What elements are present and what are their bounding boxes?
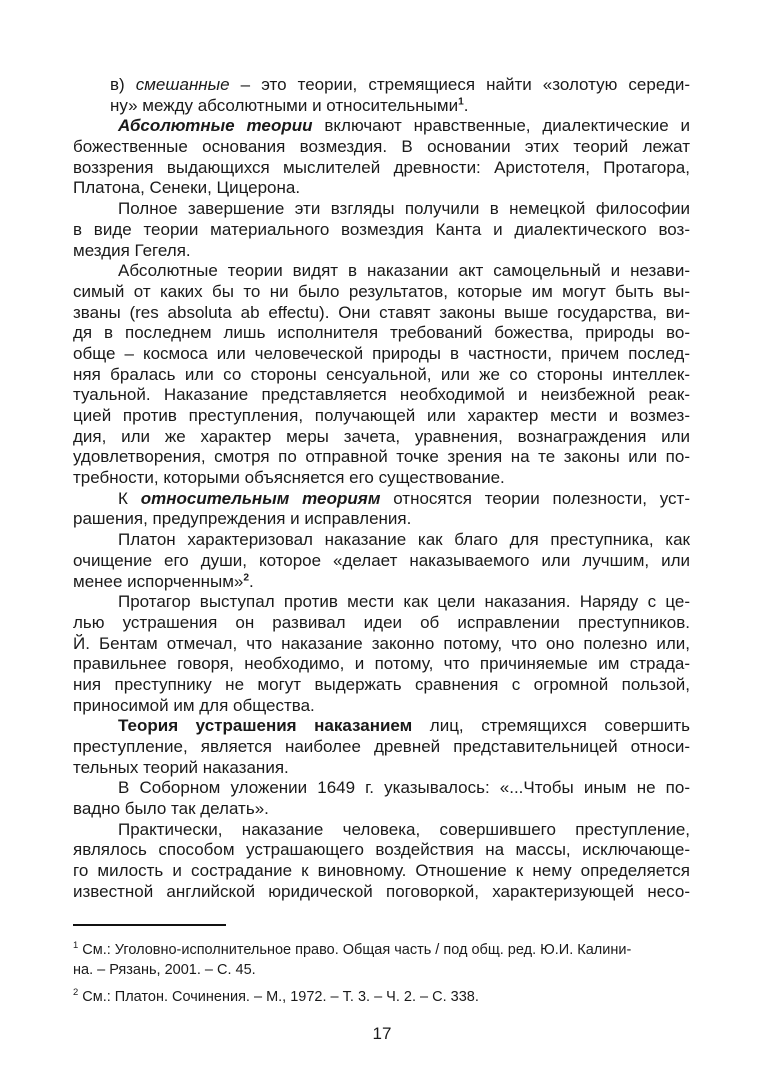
text-line: [73, 861, 690, 882]
text-line: [73, 447, 690, 468]
text-run: рашения, предупреждения и исправления.: [73, 509, 412, 529]
text-run: туальной. Наказание представляется необходимой и неизбежной реак-: [73, 385, 690, 405]
paragraph: [73, 530, 690, 592]
text-line: [73, 406, 690, 427]
text-line: [73, 987, 690, 1007]
text-line: [73, 882, 690, 903]
text-line: [73, 468, 690, 489]
text-line: [73, 385, 690, 406]
text-run: См.: Платон. Сочинения. – М., 1972. – Т. 3. – Ч. 2. – С. 338.: [78, 989, 479, 1005]
paragraph: [73, 116, 690, 199]
text-run: – это теории, стремящиеся найти «золотую середи-: [229, 75, 690, 94]
text-run: К: [118, 488, 141, 508]
text-line: [73, 116, 690, 137]
text-run: удовлетворения, смотря по отправной точке зрения на те законы или по-: [73, 447, 690, 467]
text-run: Платона, Сенеки, Цицерона.: [73, 178, 301, 198]
text-line: [73, 323, 690, 344]
text-line: [73, 592, 690, 613]
text-run: известной английской юридической поговоркой, характеризующей несо-: [73, 881, 690, 901]
text-run: в виде теории материального возмездия Канта и диалектического воз-: [73, 219, 690, 239]
text-run: го милость и сострадание к виновному. Отношение к нему определяется: [73, 861, 690, 881]
text-run: .: [463, 95, 469, 115]
text-line: [73, 572, 690, 593]
text-run: в): [110, 75, 136, 94]
footnotes: [73, 940, 690, 1014]
text-run: лиц, стремящихся совершить: [412, 716, 690, 736]
text-run: Абсолютные теории видят в наказании акт самоцельный и незави-: [118, 261, 690, 281]
text-line: [73, 489, 690, 510]
text-run: ну» между абсолютными и относительными: [110, 95, 459, 115]
text-run: требности, которыми объясняется его существование.: [73, 468, 505, 488]
footnote-separator: [73, 924, 226, 926]
text-line: [73, 696, 690, 717]
text-line: [73, 758, 690, 779]
text-run: обще – космоса или человеческой природы в частности, причем послед-: [73, 343, 690, 363]
text-line: [73, 654, 690, 675]
text-line: [73, 551, 690, 572]
text-line: [73, 675, 690, 696]
text-run: очищение его души, которое «делает наказываемого или лучшим, или: [73, 550, 690, 570]
text-line: [73, 634, 690, 655]
text-run: симый от каких бы то ни было результатов, которые им могут быть вы-: [73, 281, 690, 301]
text-line: [73, 178, 690, 199]
text-run: .: [249, 571, 254, 591]
text-run: мездия Гегеля.: [73, 240, 191, 260]
text-line: [73, 365, 690, 386]
emphasis-text: Абсолютные теории: [118, 116, 313, 136]
footnote-ref: 1: [458, 96, 464, 108]
text-run: дия, или же характер меры зачета, уравнения, вознаграждения или: [73, 426, 690, 446]
text-run: няя бралась или со стороны сенсуальной, или же со стороны интеллек-: [73, 364, 690, 384]
text-run: Полное завершение эти взгляды получили в немецкой философии: [118, 199, 690, 219]
text-run: включают нравственные, диалектические и: [312, 116, 690, 136]
text-run: правильнее говоря, необходимо, и потому, что причиняемые им страда-: [73, 654, 690, 674]
emphasis-text: Теория устрашения наказанием: [118, 716, 413, 736]
text-line: [73, 241, 690, 262]
paragraph: [73, 199, 690, 261]
page-number: 17: [372, 1024, 392, 1043]
text-run: цией против преступления, получающей или характер мести и возмез-: [73, 406, 690, 425]
text-line: [73, 261, 690, 282]
footnote: [73, 940, 690, 980]
text-line: [73, 716, 690, 737]
text-run: лью устрашения он развивал идеи об исправлении преступников.: [73, 612, 690, 632]
text-run: Практически, наказание человека, совершившего преступление,: [118, 819, 690, 839]
paragraph: [73, 716, 690, 778]
text-run: Й. Бентам отмечал, что наказание законно потому, что оно полезно или,: [73, 633, 690, 653]
text-run: вадно было так делать».: [73, 799, 269, 819]
text-run: дя в последнем лишь исполнителя требований божества, природы во-: [73, 323, 690, 343]
footnote: [73, 987, 690, 1007]
text-run: Платон характеризовал наказание как благо для преступника, как: [118, 530, 690, 550]
text-line: [73, 199, 690, 220]
text-run: В Соборном уложении 1649 г. указывалось: «...Чтобы иным не по-: [118, 778, 690, 798]
emphasis-text: смешанные: [135, 75, 230, 94]
footnote-ref: 2: [243, 571, 250, 583]
list-item: [73, 75, 690, 116]
text-run: преступление, является наиболее древней представительницей относи-: [73, 737, 690, 756]
text-run: воззрения выдающихся мыслителей древности: Аристотеля, Протагора,: [73, 157, 690, 177]
text-run: божественные основания возмездия. В основании этих теорий лежат: [73, 137, 690, 157]
text-run: См.: Уголовно-исполнительное право. Общая часть / под общ. ред. Ю.И. Калини-: [78, 942, 632, 958]
text-line: [73, 840, 690, 861]
text-line: [73, 737, 690, 758]
text-run: Протагор выступал против мести как цели наказания. Наряду с це-: [118, 592, 690, 612]
text-line: [73, 778, 690, 799]
body-text: [73, 75, 690, 903]
paragraph: [73, 489, 690, 530]
paragraph: [73, 261, 690, 489]
text-run: менее испорченным»: [73, 571, 244, 591]
text-line: [73, 940, 690, 960]
footnote-ref: 1: [73, 939, 79, 951]
text-line: [73, 303, 690, 324]
text-line: [73, 427, 690, 448]
text-line: [73, 509, 690, 530]
text-run: относятся теории полезности, уст-: [380, 488, 690, 508]
text-run: ния преступнику не могут выдержать сравнения с огромной пользой,: [73, 674, 690, 694]
text-line: [73, 530, 690, 551]
text-line: [73, 158, 690, 179]
text-line: [73, 799, 690, 820]
text-line: [73, 282, 690, 303]
text-line: [73, 960, 690, 980]
paragraph: [73, 820, 690, 903]
text-line: [73, 220, 690, 241]
text-run: являлось способом устрашающего воздействия на массы, исключающе-: [73, 840, 690, 860]
text-line: [73, 96, 690, 117]
text-line: [73, 75, 690, 96]
paragraph: [73, 778, 690, 819]
text-line: [73, 613, 690, 634]
footnote-ref: 2: [73, 986, 79, 998]
text-run: на. – Рязань, 2001. – С. 45.: [73, 962, 256, 978]
text-line: [73, 137, 690, 158]
emphasis-text: относительным теориям: [140, 488, 381, 508]
text-line: [73, 820, 690, 841]
text-run: приносимой им для общества.: [73, 695, 315, 715]
paragraph: [73, 592, 690, 716]
text-run: тельных теорий наказания.: [73, 757, 289, 777]
text-run: званы (res absoluta ab effectu). Они ставят законы выше государства, ви-: [73, 302, 690, 322]
text-line: [73, 344, 690, 365]
